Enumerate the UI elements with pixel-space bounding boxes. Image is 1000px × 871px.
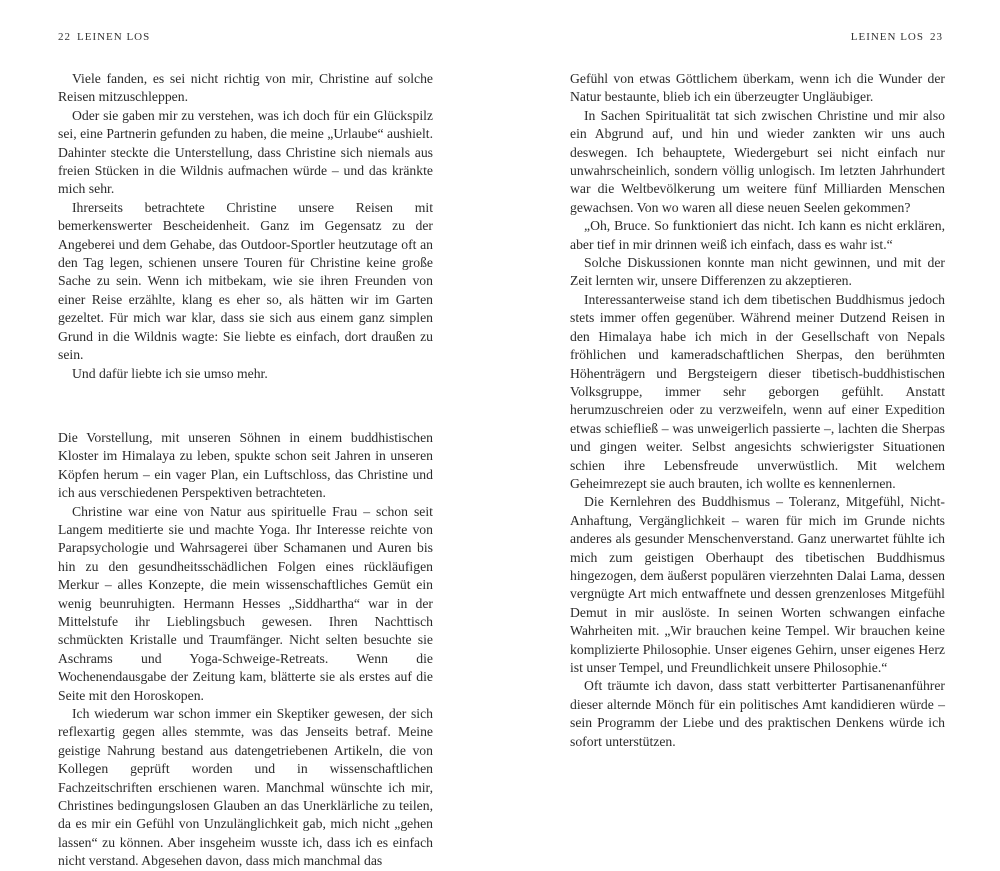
- paragraph: Ihrerseits betrachtete Christine unsere Reisen mit bemerkenswerter Bescheidenheit. Ganz im Gegensatz zu der Angeberei und dem Gehabe, das Outdoor-Sportler heutzutage oft an den Tag legen, schienen unsere Touren für Christine keine große Sache zu sein. Wenn ich mitbekam, wie sie ihren Freunden von einer Reise erzählte, klang es eher so, als hätten wir im Garten gezeltet. Für mich war klar, dass sie sich aus einem ganz simplen Grund in die Wildnis wagte: Sie liebte es einfach, dort draußen zu sein.: [58, 199, 433, 363]
- paragraph: Und dafür liebte ich sie umso mehr.: [72, 365, 268, 381]
- paragraph: Christine war eine von Natur aus spirituelle Frau – schon seit Langem meditierte sie und machte Yoga. Ihr Interesse reichte von Parapsychologie und Wahrsagerei über Schamanen und Auren bis hin zu den gesundheitsschädlichen Folgen eines rückläufigen Merkur – alles Konzepte, die mein wissenschaftliches Gemüt ein wenig beunruhigten. Hermann Hesses „Siddhartha“ war in der Mittelstufe ihr Lieblingsbuch gewesen. Ihren Nachttisch schmückten Kristalle und Traumfänger. Nicht selten besuchte sie Aschrams und Yoga-Schweige-Retreats. Wenn die Wochenendausgabe der Zeitung kam, blätterte sie als erstes auf die Seite mit den Horoskopen.: [58, 503, 433, 703]
- paragraph: Oder sie gaben mir zu verstehen, was ich doch für ein Glückspilz sei, eine Partnerin gefunden zu haben, die meine „Urlaube“ aushielt. Dahinter steckte die Unterstellung, dass Christine sich niemals aus freien Stücken in die Wildnis aufmachen würde – und das kränkte mich sehr.: [58, 107, 433, 197]
- right-page: [500, 0, 1000, 778]
- paragraph: Oft träumte ich davon, dass statt verbitterter Partisanenanführer dieser alternde Mönch für ein politisches Amt kandidieren würde – sein Programm der Liebe und des praktischen Denkens würde ich sofort unterstützen.: [570, 678, 945, 749]
- running-head-title-right: LEINEN LOS: [850, 31, 924, 43]
- running-head-title-left: LEINEN LOS: [77, 31, 151, 43]
- paragraph: Ich wiederum war schon immer ein Skeptiker gewesen, der sich reflexartig gegen alles stemmte, was das Jenseits betraf. Meine geistige Nahrung bestand aus datengetriebenen Artikeln, die von Kollegen geprüft worden und in wissenschaftlichen Fachzeitschriften erschienen waren. Manchmal wünschte ich mir, Christines bedingungslosen Glauben an das Unerklärliche zu teilen, da es mir ein Gefühl von Unzulänglichkeit gab, mich nicht „gehen lassen“ zu können. Aber insgeheim wusste ich, dass ich es einfach nicht verstand. Abgesehen davon, dass mich manchmal das: [58, 706, 433, 869]
- paragraph: Gefühl von etwas Göttlichem überkam, wenn ich die Wunder der Natur bestaunte, blieb ich ein überzeugter Ungläubiger.: [570, 71, 945, 105]
- running-head-left: [58, 31, 150, 43]
- paragraph: Viele fanden, es sei nicht richtig von mir, Christine auf solche Reisen mitzuschleppen.: [58, 71, 433, 105]
- paragraph: Interessanterweise stand ich dem tibetischen Buddhismus jedoch stets immer offen gegenüber. Während meiner Dutzend Reisen in den Himalaya habe ich mich in der Gesellschaft von Nepals fröhlichen und kameradschaftlichen Sherpas, den berühmten Höhenträgern und Bergsteigern dieser tibetisch-buddhistischen Volksgruppe, immer sehr geborgen gefühlt. Anstatt herumzuschreien oder zu verzweifeln, wenn auf einer Expedition etwas schiefließ – was unweigerlich passierte –, lachten die Sherpas und gingen weiter. Selbst angesichts schwierigster Situationen schien ihre Lebensfreude unverwüstlich. Mit welchem Geheimrezept sie auch brauten, ich wollte es kennenlernen.: [570, 291, 945, 491]
- paragraph: Die Vorstellung, mit unseren Söhnen in einem buddhistischen Kloster im Himalaya zu leben, spukte schon seit Jahren in unseren Köpfen herum – ein vager Plan, ein Luftschloss, das Christine und ich aus verschiedenen Perspektiven betrachteten.: [58, 429, 433, 501]
- paragraph: „Oh, Bruce. So funktioniert das nicht. Ich kann es nicht erklären, aber tief in mir drinnen weiß ich einfach, dass es wahr ist.“: [570, 218, 945, 252]
- left-page: [0, 0, 500, 869]
- paragraph: Solche Diskussionen konnte man nicht gewinnen, und mit der Zeit lernten wir, unsere Differenzen zu akzeptieren.: [570, 255, 945, 289]
- section-break: [58, 383, 433, 429]
- running-head-right: [851, 31, 943, 43]
- page-number-left: 22: [58, 31, 71, 43]
- left-body-text: [58, 70, 433, 871]
- paragraph: Die Kernlehren des Buddhismus – Toleranz, Mitgefühl, Nicht-Anhaftung, Vergänglichkeit – waren für mich im Grunde nichts anderes als gesunder Menschenverstand. Ganz unerwartet fühlte ich mich zum geistigen Oberhaupt des tibetischen Buddhismus hingezogen, dem äußerst populären vierzehnten Dalai Lama, dessen vergnügte Art mich entwaffnete und dessen grenzenloses Mitgefühl Demut in mir auslöste. In seinen Worten schwangen einfache Wahrheiten mit. „Wir brauchen keine Tempel. Wir brauchen keine komplizierte Philosophie. Unser eigenes Gehirn, unser eigenes Herz ist unser Tempel, und Freundlichkeit unsere Philosophie.“: [570, 494, 945, 675]
- page-number-right: 23: [930, 31, 943, 43]
- paragraph: In Sachen Spiritualität tat sich zwischen Christine und mir also ein Abgrund auf, und hin und wieder zankten wir uns auch deswegen. Ich behauptete, Wiedergeburt sei nicht einfach nur unwahrscheinlich, sondern völlig unlogisch. Im letzten Jahrhundert war die Weltbevölkerung um weitere fünf Milliarden Menschen gewachsen. Von wo waren all diese neuen Seelen gekommen?: [570, 107, 945, 215]
- right-body-text: [570, 70, 945, 751]
